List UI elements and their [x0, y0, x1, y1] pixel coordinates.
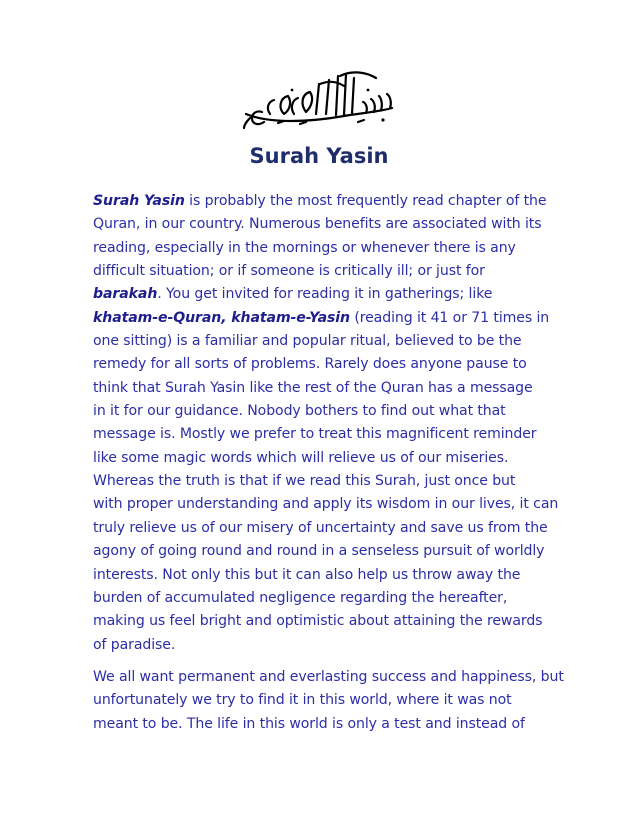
text-line: remedy for all sorts of problems. Rarely does anyone pause to [93, 356, 527, 373]
emphasis-text: Surah Yasin [93, 193, 185, 209]
text-line [93, 190, 553, 213]
text-line: burden of accumulated negligence regarding the hereafter, [93, 589, 508, 606]
text-line: like some magic words which will relieve us of our miseries. [93, 449, 509, 466]
text-line: think that Surah Yasin like the rest of the Quran has a message [93, 379, 533, 396]
text-line: unfortunately we try to find it in this world, where it was not [93, 692, 512, 709]
text-line: meant to be. The life in this world is only a test and instead of [93, 715, 525, 732]
text-segment: (reading it 41 or 71 times in [349, 309, 550, 326]
text-line [93, 283, 553, 306]
text-line: truly relieve us of our misery of uncertainty and save us from the [93, 519, 548, 536]
text-line: interests. Not only this but it can also help us throw away the [93, 566, 521, 583]
text-line: one sitting) is a familiar and popular ritual, believed to be the [93, 333, 522, 350]
text-line: message is. Mostly we prefer to treat this magnificent reminder [93, 426, 537, 443]
text-line: in it for our guidance. Nobody bothers to find out what that [93, 403, 506, 420]
paragraph-2 [93, 666, 564, 736]
bismillah-calligraphy [240, 68, 398, 130]
text-line [93, 307, 553, 330]
emphasis-text: khatam-e-Quran, khatam-e-Yasin [93, 309, 350, 326]
text-line: Quran, in our country. Numerous benefits are associated with its [93, 216, 542, 233]
text-segment: is probably the most frequently read chapter of the [184, 193, 547, 209]
text-line: Whereas the truth is that if we read this Surah, just once but [93, 473, 516, 490]
text-line: reading, especially in the mornings or whenever there is any [93, 239, 516, 256]
text-line: difficult situation; or if someone is critically ill; or just for [93, 263, 485, 280]
text-line: making us feel bright and optimistic about attaining the rewards [93, 613, 543, 630]
page-title: Surah Yasin [249, 144, 389, 168]
text-line: agony of going round and round in a senseless pursuit of worldly [93, 543, 545, 560]
text-line: of paradise. [93, 636, 176, 653]
emphasis-text: barakah [93, 286, 158, 303]
paragraph-1 [93, 190, 559, 657]
text-line: with proper understanding and apply its wisdom in our lives, it can [93, 496, 559, 513]
text-line: We all want permanent and everlasting success and happiness, but [93, 668, 564, 685]
article-body [93, 190, 564, 745]
text-segment: . You get invited for reading it in gatherings; like [157, 286, 493, 303]
